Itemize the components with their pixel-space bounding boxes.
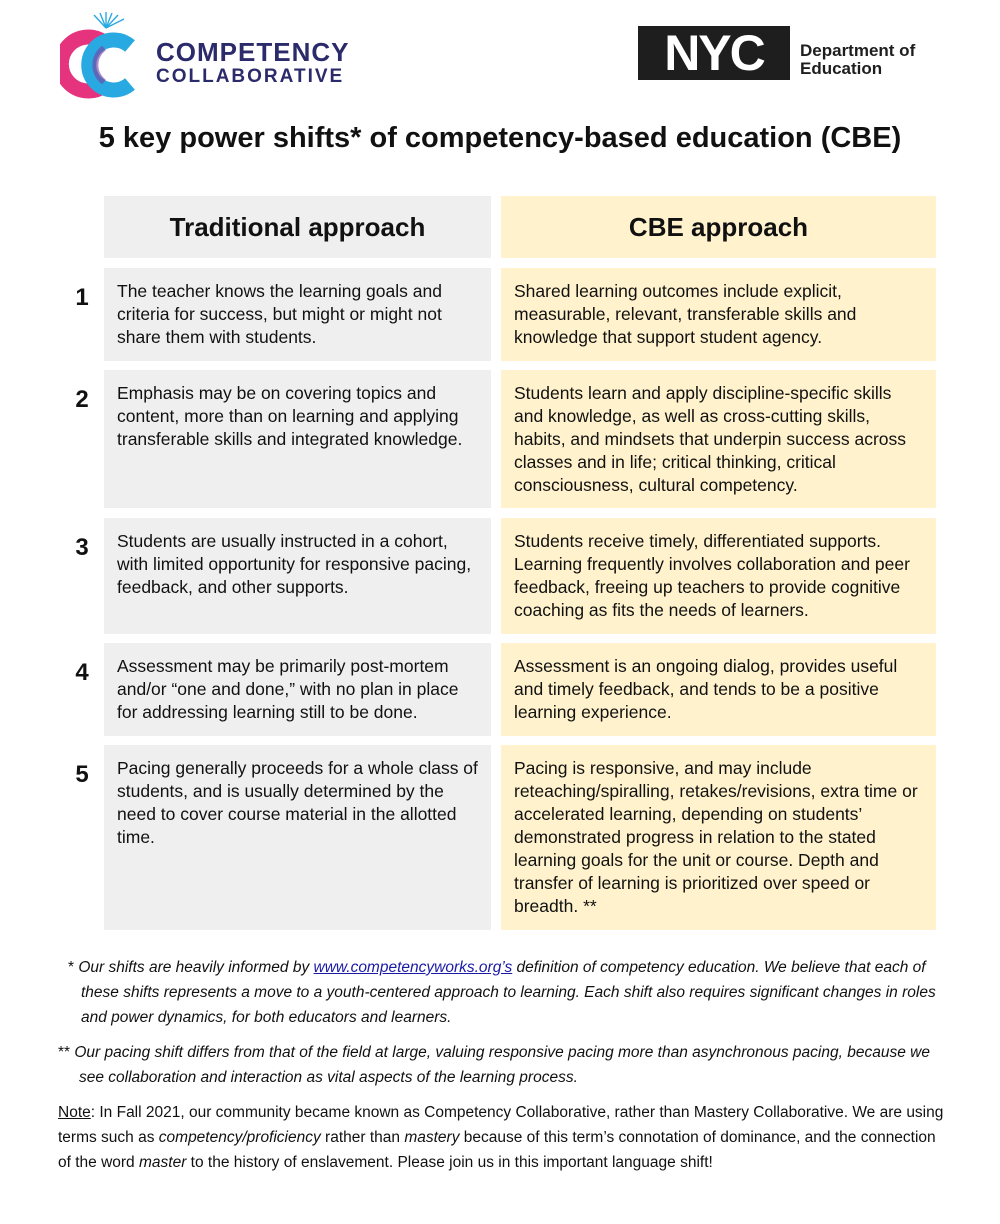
- traditional-cell-3: Students are usually instructed in a cohort, with limited opportunity for responsive pacing, feedback, and other supports.: [104, 518, 491, 634]
- footnote-2: [58, 1040, 948, 1090]
- row-number-2: 2: [75, 386, 89, 413]
- cc-logo-mark-icon: [60, 12, 150, 102]
- footnote-1-before: Our shifts are heavily informed by: [78, 959, 314, 976]
- traditional-cell-2: Emphasis may be on covering topics and content, more than on learning and applying transferable skills and integrated knowledge.: [104, 370, 491, 508]
- cc-logo-line1: COMPETENCY: [156, 37, 350, 67]
- footnote-1: [58, 955, 948, 1030]
- nyc-dept-line2: Education: [800, 59, 883, 78]
- traditional-cell-4: Assessment may be primarily post-mortem and/or “one and done,” with no plan in place for addressing learning still to be done.: [104, 643, 491, 736]
- note-em3: master: [139, 1154, 187, 1171]
- traditional-cell-5: Pacing generally proceeds for a whole class of students, and is usually determined by the need to cover course material in the allotted time.: [104, 745, 491, 930]
- row-number-5: 5: [75, 761, 89, 788]
- nyc-doe-logo: [638, 26, 938, 82]
- note-em1: competency/proficiency: [158, 1129, 321, 1146]
- cbe-cell-5: Pacing is responsive, and may include reteaching/spiralling, retakes/revisions, extra time or accelerated learning, depending on students’ demonstrated progress in relation to the stated learning goals for the unit or course. Depth and transfer of learning is prioritized over speed or breadth. **: [501, 745, 936, 930]
- cbe-cell-3: Students receive timely, differentiated supports. Learning frequently involves collaboration and peer feedback, freeing up teachers to provide cognitive coaching as fits the needs of learners.: [501, 518, 936, 634]
- cbe-column-header: CBE approach: [501, 196, 936, 258]
- traditional-column-header: Traditional approach: [104, 196, 491, 258]
- nyc-department-text: [800, 42, 915, 78]
- competencyworks-link[interactable]: www.competencyworks.org’s: [313, 959, 513, 976]
- language-note: [58, 1100, 948, 1175]
- cbe-cell-4: Assessment is an ongoing dialog, provides useful and timely feedback, and tends to be a positive learning experience.: [501, 643, 936, 736]
- nyc-dept-line1: Department of: [800, 41, 916, 60]
- page-header: [0, 0, 1000, 110]
- row-number-1: 1: [75, 284, 89, 311]
- nyc-mark: NYC: [638, 26, 790, 80]
- note-part3: because of this term’s connotation of dominance, and the connection of the word: [58, 1129, 936, 1171]
- row-number-3: 3: [75, 534, 89, 561]
- footnote-2-mark: **: [58, 1044, 75, 1061]
- note-part2: rather than: [320, 1129, 405, 1146]
- page-title: 5 key power shifts* of competency-based education (CBE): [98, 122, 902, 154]
- cbe-cell-1: Shared learning outcomes include explicit, measurable, relevant, transferable skills and knowledge that support student agency.: [501, 268, 936, 361]
- note-label: Note: [58, 1104, 91, 1121]
- footnote-1-after: definition of competency education. We believe that each of these shifts represents a move to a youth-centered approach to learning. Each shift also requires significant changes in roles and power dynamics, for both educators and learners.: [81, 959, 936, 1026]
- competency-collaborative-logo: [60, 12, 360, 102]
- cbe-cell-2: Students learn and apply discipline-specific skills and knowledge, as well as cross-cutting skills, habits, and mindsets that underpin success across classes and in life; critical thinking, critical consciousness, cultural competency.: [501, 370, 936, 508]
- note-em2: mastery: [404, 1129, 460, 1146]
- footnote-2-text: Our pacing shift differs from that of the field at large, valuing responsive pacing more than asynchronous pacing, because we see collaboration and interaction as vital aspects of the learning process.: [74, 1044, 930, 1086]
- note-part1: : In Fall 2021, our community became known as Competency Collaborative, rather than Mastery Collaborative. We are using terms such as: [58, 1104, 944, 1146]
- footnote-1-mark: *: [68, 959, 79, 976]
- traditional-cell-1: The teacher knows the learning goals and criteria for success, but might or might not share them with students.: [104, 268, 491, 361]
- note-part4: to the history of enslavement. Please join us in this important language shift!: [186, 1154, 713, 1171]
- row-number-4: 4: [75, 659, 89, 686]
- cc-logo-line2: COLLABORATIVE: [156, 66, 345, 87]
